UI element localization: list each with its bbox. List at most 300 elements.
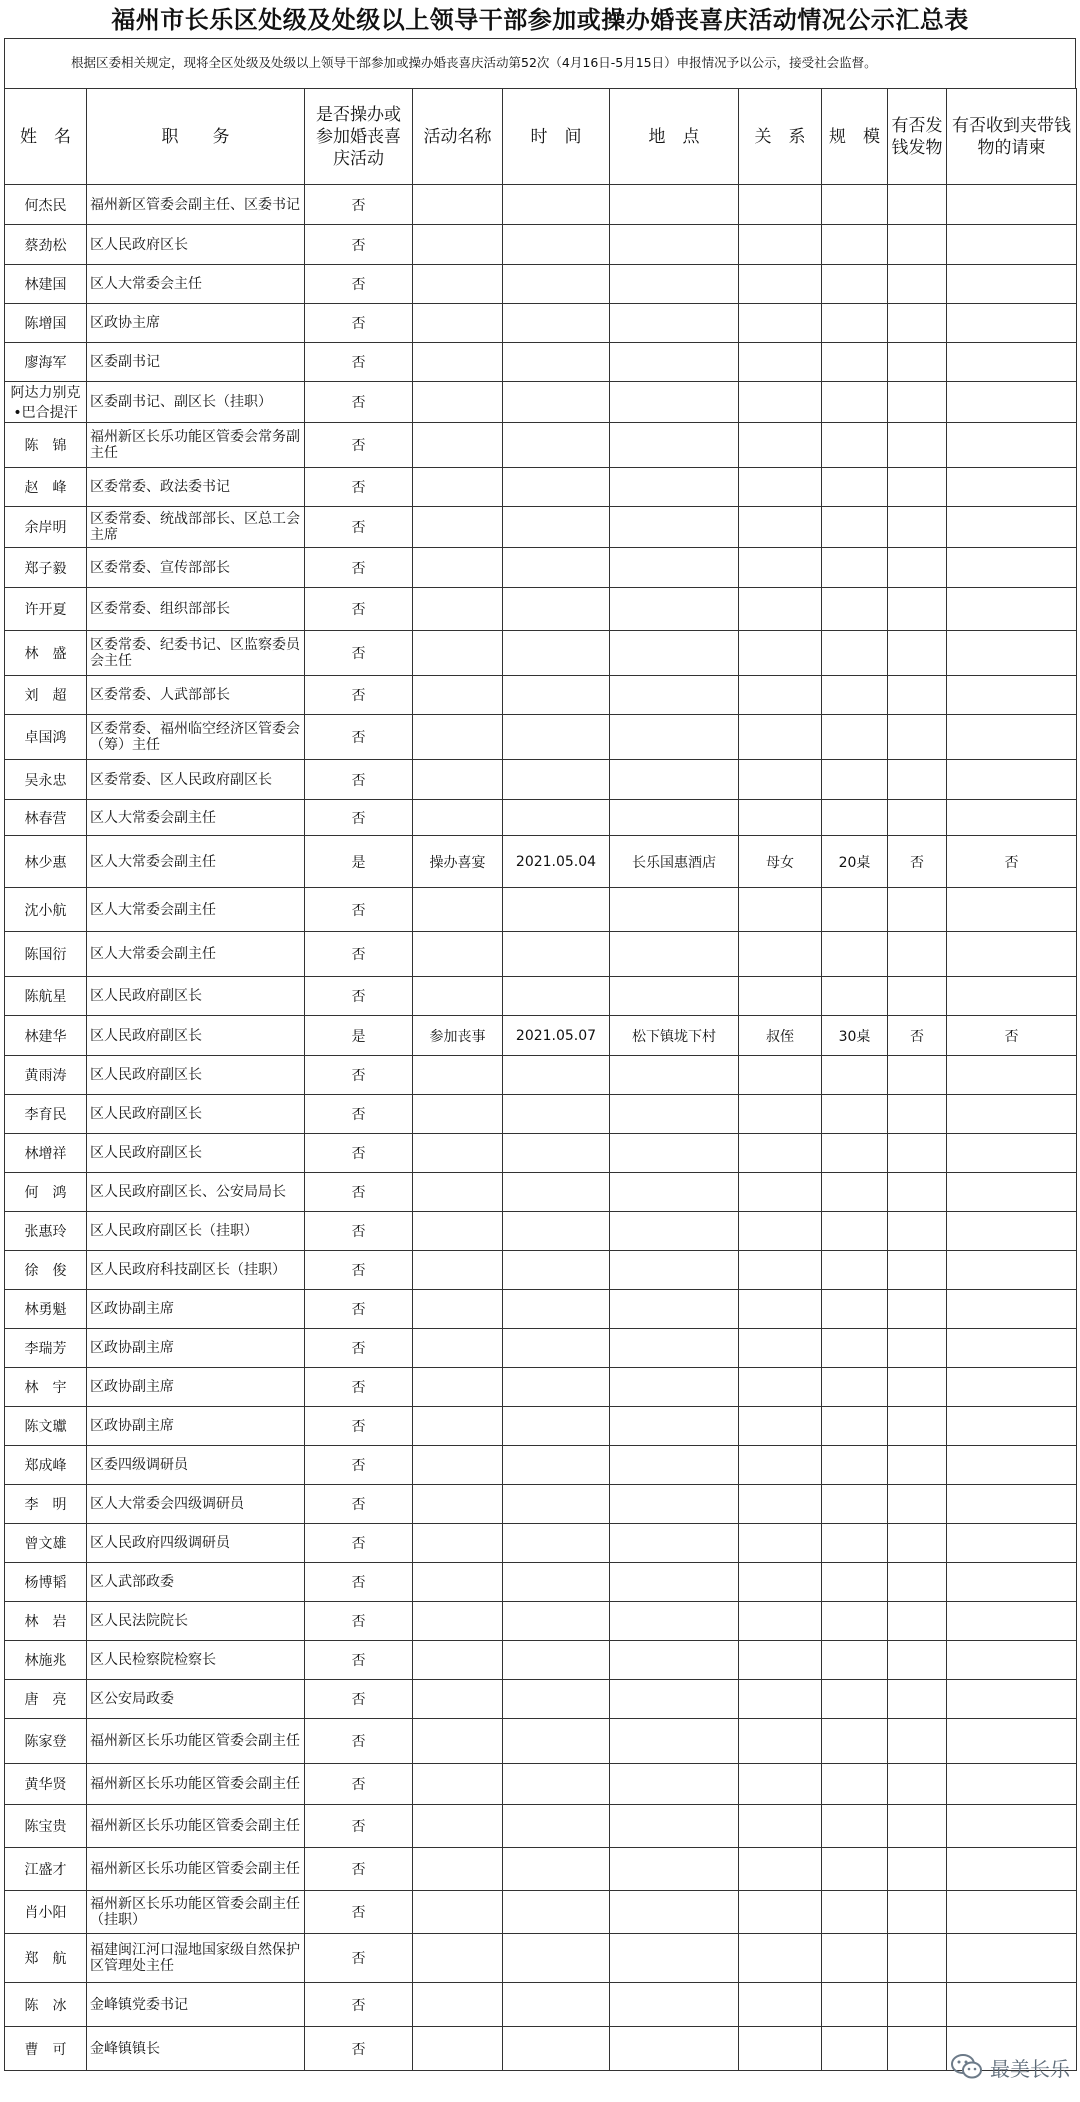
cell-position: 福州新区长乐功能区管委会副主任 [87, 1764, 305, 1805]
cell-name: 林建国 [5, 265, 87, 304]
cell-date [503, 1848, 610, 1891]
cell-scale [822, 977, 888, 1016]
cell-place [610, 382, 739, 423]
cell-date [503, 1368, 610, 1407]
cell-gift [888, 1446, 947, 1485]
table-row [5, 1891, 1077, 1934]
cell-scale [822, 1056, 888, 1095]
table-row [5, 977, 1077, 1016]
table-row [5, 1848, 1077, 1891]
cell-position: 区人大常委会四级调研员 [87, 1485, 305, 1524]
cell-activity [413, 1805, 503, 1848]
cell-relation [739, 1983, 822, 2027]
cell-participated: 否 [305, 760, 413, 800]
cell-position: 区人民政府副区长、公安局局长 [87, 1173, 305, 1212]
cell-activity [413, 676, 503, 715]
cell-scale [822, 548, 888, 588]
cell-gift [888, 1983, 947, 2027]
cell-gift [888, 715, 947, 760]
cell-invitation [947, 676, 1077, 715]
cell-relation [739, 800, 822, 836]
cell-name: 肖小阳 [5, 1891, 87, 1934]
cell-invitation [947, 225, 1077, 265]
cell-gift [888, 760, 947, 800]
cell-position: 区人大常委会副主任 [87, 932, 305, 977]
cell-gift [888, 507, 947, 548]
cell-scale [822, 507, 888, 548]
cell-place [610, 1563, 739, 1602]
cell-gift [888, 1891, 947, 1934]
cell-activity [413, 185, 503, 225]
table-row [5, 423, 1077, 468]
cell-gift: 否 [888, 836, 947, 888]
cell-activity [413, 1095, 503, 1134]
cell-position: 区委常委、宣传部部长 [87, 548, 305, 588]
cell-name: 吴永忠 [5, 760, 87, 800]
cell-relation [739, 760, 822, 800]
cell-place [610, 265, 739, 304]
cell-name: 林建华 [5, 1016, 87, 1056]
cell-gift [888, 1563, 947, 1602]
cell-scale [822, 1212, 888, 1251]
cell-scale [822, 2027, 888, 2071]
cell-activity [413, 1891, 503, 1934]
cell-position: 区人民政府副区长 [87, 1056, 305, 1095]
cell-activity: 操办喜宴 [413, 836, 503, 888]
table-row [5, 1524, 1077, 1563]
watermark-text: 最美长乐 [990, 2056, 1070, 2081]
cell-scale [822, 1329, 888, 1368]
cell-date [503, 1446, 610, 1485]
cell-activity [413, 1251, 503, 1290]
cell-invitation [947, 507, 1077, 548]
cell-gift [888, 2027, 947, 2071]
cell-participated: 否 [305, 225, 413, 265]
cell-position: 区委副书记 [87, 343, 305, 382]
cell-invitation [947, 631, 1077, 676]
cell-position: 区人武部政委 [87, 1563, 305, 1602]
cell-place [610, 548, 739, 588]
cell-activity [413, 343, 503, 382]
cell-gift [888, 1212, 947, 1251]
table-row [5, 1212, 1077, 1251]
cell-position: 区政协主席 [87, 304, 305, 343]
cell-relation [739, 1848, 822, 1891]
cell-gift [888, 888, 947, 932]
table-row [5, 1251, 1077, 1290]
cell-invitation [947, 1848, 1077, 1891]
cell-activity [413, 507, 503, 548]
cell-place [610, 1446, 739, 1485]
cell-name: 廖海军 [5, 343, 87, 382]
table-row [5, 548, 1077, 588]
cell-date [503, 1602, 610, 1641]
cell-relation [739, 2027, 822, 2071]
cell-place [610, 1290, 739, 1329]
document-title: 福州市长乐区处级及处级以上领导干部参加或操办婚丧喜庆活动情况公示汇总表 [111, 5, 969, 34]
cell-relation [739, 468, 822, 507]
cell-invitation [947, 1524, 1077, 1563]
cell-invitation [947, 1485, 1077, 1524]
cell-participated: 否 [305, 382, 413, 423]
cell-participated: 否 [305, 1212, 413, 1251]
cell-place [610, 760, 739, 800]
cell-scale [822, 1368, 888, 1407]
cell-invitation [947, 1173, 1077, 1212]
cell-name: 余岸明 [5, 507, 87, 548]
cell-position: 区人民检察院检察长 [87, 1641, 305, 1680]
cell-participated: 否 [305, 800, 413, 836]
cell-gift [888, 1251, 947, 1290]
cell-place [610, 1848, 739, 1891]
cell-participated: 否 [305, 888, 413, 932]
cell-name: 刘 超 [5, 676, 87, 715]
cell-place [610, 185, 739, 225]
cell-scale [822, 1134, 888, 1173]
cell-activity [413, 265, 503, 304]
cell-invitation [947, 185, 1077, 225]
cell-activity [413, 800, 503, 836]
header-place: 地 点 [610, 89, 739, 185]
cell-name: 何杰民 [5, 185, 87, 225]
cell-date [503, 1680, 610, 1719]
cell-gift [888, 1173, 947, 1212]
cell-relation [739, 1446, 822, 1485]
table-row [5, 1719, 1077, 1764]
cell-activity [413, 468, 503, 507]
cell-position: 区委常委、区人民政府副区长 [87, 760, 305, 800]
cell-name: 陈国衍 [5, 932, 87, 977]
cell-date [503, 304, 610, 343]
cell-place [610, 1212, 739, 1251]
cell-participated: 否 [305, 676, 413, 715]
cell-participated: 否 [305, 1446, 413, 1485]
table-row [5, 676, 1077, 715]
cell-activity [413, 1602, 503, 1641]
cell-invitation [947, 1680, 1077, 1719]
cell-participated: 否 [305, 1329, 413, 1368]
table-row [5, 343, 1077, 382]
cell-participated: 否 [305, 1095, 413, 1134]
header-name: 姓 名 [5, 89, 87, 185]
cell-date [503, 1212, 610, 1251]
cell-relation [739, 1641, 822, 1680]
cell-invitation [947, 265, 1077, 304]
cell-name: 林 岩 [5, 1602, 87, 1641]
cell-gift [888, 1368, 947, 1407]
cell-relation [739, 1212, 822, 1251]
cell-place [610, 888, 739, 932]
cell-name: 曾文雄 [5, 1524, 87, 1563]
cell-position: 区人大常委会副主任 [87, 800, 305, 836]
cell-place [610, 1641, 739, 1680]
header-time: 时 间 [503, 89, 610, 185]
cell-participated: 否 [305, 1891, 413, 1934]
cell-place [610, 225, 739, 265]
cell-scale [822, 715, 888, 760]
cell-gift: 否 [888, 1016, 947, 1056]
table-row [5, 588, 1077, 631]
cell-position: 福州新区长乐功能区管委会常务副主任 [87, 423, 305, 468]
cell-scale [822, 676, 888, 715]
cell-relation [739, 932, 822, 977]
cell-date [503, 932, 610, 977]
cell-date [503, 1524, 610, 1563]
table-row [5, 1563, 1077, 1602]
cell-name: 卓国鸿 [5, 715, 87, 760]
cell-name: 郑成峰 [5, 1446, 87, 1485]
cell-place [610, 1134, 739, 1173]
cell-scale [822, 1524, 888, 1563]
cell-position: 区人民政府副区长 [87, 1095, 305, 1134]
cell-name: 赵 峰 [5, 468, 87, 507]
cell-relation [739, 185, 822, 225]
cell-invitation [947, 423, 1077, 468]
cell-invitation [947, 715, 1077, 760]
table-row [5, 932, 1077, 977]
cell-name: 陈航星 [5, 977, 87, 1016]
notice-text: 根据区委相关规定，现将全区处级及处级以上领导干部参加或操办婚丧喜庆活动第52次（4月16日-5月15日）申报情况予以公示，接受社会监督。 [4, 38, 1076, 88]
cell-gift [888, 1290, 947, 1329]
cell-activity [413, 715, 503, 760]
cell-place [610, 631, 739, 676]
cell-place [610, 304, 739, 343]
cell-invitation [947, 1641, 1077, 1680]
cell-name: 唐 亮 [5, 1680, 87, 1719]
cell-place [610, 977, 739, 1016]
cell-scale [822, 760, 888, 800]
cell-position: 区人大常委会副主任 [87, 836, 305, 888]
cell-invitation [947, 1095, 1077, 1134]
cell-gift [888, 343, 947, 382]
cell-invitation [947, 1446, 1077, 1485]
cell-participated: 否 [305, 1602, 413, 1641]
cell-position: 区委常委、统战部部长、区总工会主席 [87, 507, 305, 548]
cell-date [503, 1173, 610, 1212]
table-row [5, 1485, 1077, 1524]
cell-relation [739, 676, 822, 715]
table-row [5, 507, 1077, 548]
cell-position: 区委副书记、副区长（挂职） [87, 382, 305, 423]
cell-scale [822, 1485, 888, 1524]
cell-position: 福州新区长乐功能区管委会副主任 [87, 1719, 305, 1764]
cell-participated: 否 [305, 631, 413, 676]
cell-scale [822, 1290, 888, 1329]
cell-date: 2021.05.07 [503, 1016, 610, 1056]
cell-name: 何 鸿 [5, 1173, 87, 1212]
cell-date: 2021.05.04 [503, 836, 610, 888]
cell-relation [739, 631, 822, 676]
cell-gift [888, 676, 947, 715]
cell-scale [822, 1934, 888, 1983]
cell-name: 林增祥 [5, 1134, 87, 1173]
cell-date [503, 1934, 610, 1983]
wechat-icon [950, 2053, 984, 2081]
cell-activity [413, 977, 503, 1016]
cell-place [610, 1983, 739, 2027]
cell-participated: 否 [305, 1290, 413, 1329]
cell-gift [888, 1524, 947, 1563]
cell-place [610, 715, 739, 760]
table-row [5, 1764, 1077, 1805]
cell-place [610, 1056, 739, 1095]
cell-activity [413, 760, 503, 800]
cell-activity [413, 1329, 503, 1368]
cell-gift [888, 265, 947, 304]
cell-participated: 否 [305, 423, 413, 468]
cell-date [503, 423, 610, 468]
cell-invitation [947, 1329, 1077, 1368]
cell-participated: 否 [305, 304, 413, 343]
cell-invitation [947, 1934, 1077, 1983]
cell-scale [822, 1848, 888, 1891]
cell-relation [739, 382, 822, 423]
table-row [5, 1934, 1077, 1983]
cell-activity [413, 304, 503, 343]
cell-scale [822, 631, 888, 676]
cell-relation [739, 1290, 822, 1329]
table-row [5, 1641, 1077, 1680]
cell-participated: 否 [305, 932, 413, 977]
header-scale: 规 模 [822, 89, 888, 185]
cell-scale [822, 888, 888, 932]
cell-invitation [947, 1290, 1077, 1329]
cell-scale [822, 1446, 888, 1485]
cell-scale: 20桌 [822, 836, 888, 888]
cell-participated: 否 [305, 1524, 413, 1563]
cell-gift [888, 1641, 947, 1680]
cell-participated: 否 [305, 507, 413, 548]
cell-date [503, 676, 610, 715]
cell-position: 区人民政府区长 [87, 225, 305, 265]
table-row [5, 1056, 1077, 1095]
cell-relation [739, 588, 822, 631]
cell-name: 杨博韬 [5, 1563, 87, 1602]
cell-date [503, 1290, 610, 1329]
cell-invitation [947, 1805, 1077, 1848]
table-row [5, 715, 1077, 760]
cell-position: 区委四级调研员 [87, 1446, 305, 1485]
cell-activity [413, 423, 503, 468]
cell-place [610, 1524, 739, 1563]
cell-participated: 否 [305, 1056, 413, 1095]
cell-activity [413, 1719, 503, 1764]
cell-gift [888, 800, 947, 836]
cell-scale [822, 304, 888, 343]
cell-date [503, 1719, 610, 1764]
table-row [5, 1680, 1077, 1719]
cell-position: 区人民政府副区长 [87, 1016, 305, 1056]
table-row [5, 185, 1077, 225]
cell-position: 福州新区长乐功能区管委会副主任 [87, 1805, 305, 1848]
cell-participated: 否 [305, 1719, 413, 1764]
cell-activity [413, 1212, 503, 1251]
cell-place [610, 932, 739, 977]
cell-position: 区委常委、组织部部长 [87, 588, 305, 631]
cell-name: 林 宇 [5, 1368, 87, 1407]
cell-name: 黄华贤 [5, 1764, 87, 1805]
cell-invitation [947, 1212, 1077, 1251]
table-row [5, 468, 1077, 507]
cell-gift [888, 1934, 947, 1983]
cell-gift [888, 1680, 947, 1719]
table-row [5, 1095, 1077, 1134]
cell-name: 张惠玲 [5, 1212, 87, 1251]
cell-relation [739, 1485, 822, 1524]
cell-participated: 否 [305, 1251, 413, 1290]
cell-relation [739, 715, 822, 760]
cell-name: 李瑞芳 [5, 1329, 87, 1368]
cell-place [610, 1602, 739, 1641]
cell-participated: 否 [305, 977, 413, 1016]
cell-participated: 否 [305, 548, 413, 588]
watermark [950, 2052, 1070, 2082]
cell-invitation [947, 1251, 1077, 1290]
cell-position: 区公安局政委 [87, 1680, 305, 1719]
cell-place [610, 1680, 739, 1719]
cell-relation [739, 1680, 822, 1719]
cell-participated: 否 [305, 1805, 413, 1848]
cell-invitation [947, 1134, 1077, 1173]
cell-participated: 否 [305, 1134, 413, 1173]
cell-invitation [947, 304, 1077, 343]
cell-scale [822, 1251, 888, 1290]
cell-invitation [947, 1368, 1077, 1407]
cell-gift [888, 1485, 947, 1524]
cell-scale [822, 800, 888, 836]
cell-participated: 否 [305, 468, 413, 507]
cell-activity [413, 1134, 503, 1173]
cell-participated: 否 [305, 1368, 413, 1407]
cell-position: 区人民政府副区长 [87, 1134, 305, 1173]
table-row [5, 800, 1077, 836]
cell-name: 陈宝贵 [5, 1805, 87, 1848]
cell-invitation [947, 343, 1077, 382]
cell-relation [739, 1134, 822, 1173]
cell-scale [822, 1407, 888, 1446]
cell-gift [888, 304, 947, 343]
cell-scale [822, 185, 888, 225]
cell-activity [413, 548, 503, 588]
header-position: 职 务 [87, 89, 305, 185]
cell-place [610, 423, 739, 468]
table-row [5, 1446, 1077, 1485]
cell-place [610, 588, 739, 631]
cell-date [503, 2027, 610, 2071]
cell-participated: 否 [305, 588, 413, 631]
cell-gift [888, 548, 947, 588]
cell-scale [822, 1983, 888, 2027]
cell-gift [888, 588, 947, 631]
cell-invitation: 否 [947, 836, 1077, 888]
cell-date [503, 977, 610, 1016]
cell-relation: 母女 [739, 836, 822, 888]
cell-name: 徐 俊 [5, 1251, 87, 1290]
table-row [5, 1173, 1077, 1212]
cell-position: 区委常委、政法委书记 [87, 468, 305, 507]
cell-position: 区人民政府科技副区长（挂职） [87, 1251, 305, 1290]
header-relation: 关 系 [739, 89, 822, 185]
cell-date [503, 507, 610, 548]
cell-date [503, 382, 610, 423]
cell-name: 江盛才 [5, 1848, 87, 1891]
cell-participated: 是 [305, 1016, 413, 1056]
cell-participated: 否 [305, 1680, 413, 1719]
cell-activity [413, 588, 503, 631]
cell-activity [413, 1524, 503, 1563]
cell-scale [822, 1891, 888, 1934]
cell-date [503, 1983, 610, 2027]
